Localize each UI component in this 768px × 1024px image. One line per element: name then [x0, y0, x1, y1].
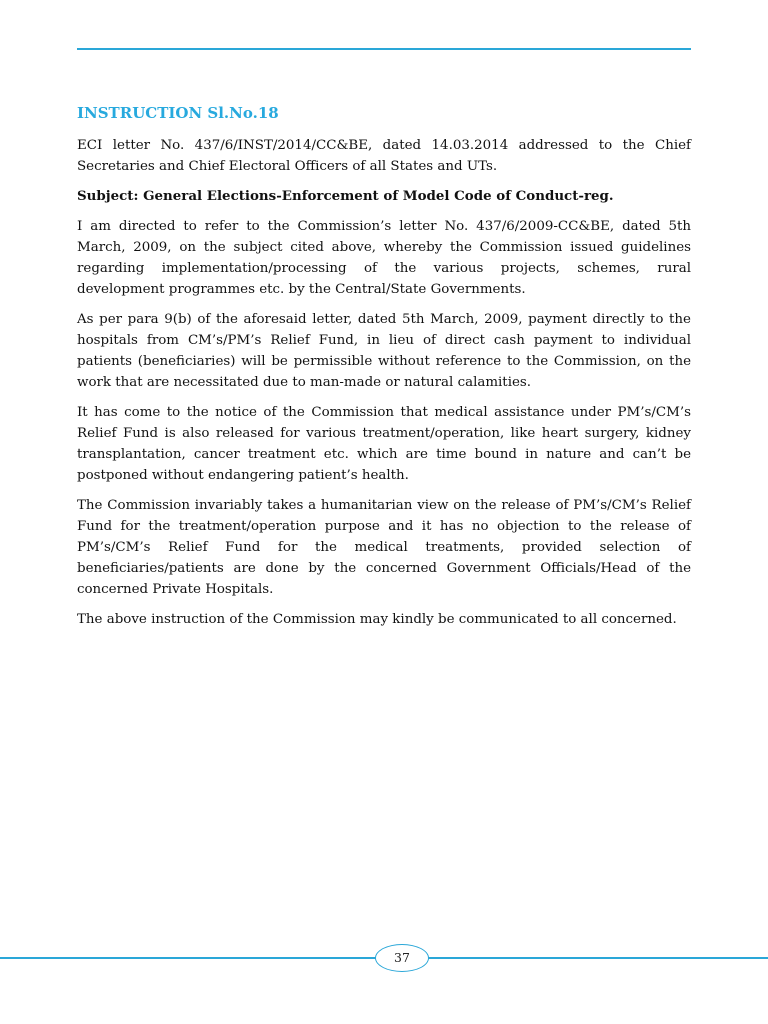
letter-reference-paragraph: ECI letter No. 437/6/INST/2014/CC&BE, dated 14.03.2014 addressed to the Chief Secretaries and Chief Electoral Officers of all States and UTs. — [77, 138, 691, 174]
instruction-heading: INSTRUCTION Sl.No.18 — [77, 104, 279, 122]
body-paragraph: I am directed to refer to the Commission’s letter No. 437/6/2009-CC&BE, dated 5th March, 2009, on the subject cited above, whereby the Commission issued guidelines regarding implementation/processing of the various projects, schemes, rural development programmes etc. by the Central/State Governments. — [77, 219, 691, 297]
body-paragraph: It has come to the notice of the Commission that medical assistance under PM’s/CM’s Relief Fund is also released for various treatment/operation, like heart surgery, kidney transplantation, cancer treatment etc. which are time bound in nature and can’t be postponed without endangering patient’s health. — [77, 405, 691, 483]
body-paragraph: The Commission invariably takes a humanitarian view on the release of PM’s/CM’s Relief Fund for the treatment/operation purpose and it has no objection to the release of PM’s/CM’s Relief Fund for the medical treatments, provided selection of beneficiaries/patients are done by the concerned Government Officials/Head of the concerned Private Hospitals. — [77, 498, 691, 597]
header-rule — [77, 48, 691, 50]
document-body — [77, 102, 691, 639]
subject-line: Subject: General Elections-Enforcement of Model Code of Conduct-reg. — [77, 188, 614, 204]
closing-paragraph: The above instruction of the Commission may kindly be communicated to all concerned. — [77, 612, 677, 627]
body-paragraph: As per para 9(b) of the aforesaid letter, dated 5th March, 2009, payment directly to the hospitals from CM’s/PM’s Relief Fund, in lieu of direct cash payment to individual patients (beneficiaries) will be permissible without reference to the Commission, on the work that are necessitated due to man-made or natural calamities. — [77, 312, 691, 390]
page-number-badge: 37 — [375, 944, 429, 972]
